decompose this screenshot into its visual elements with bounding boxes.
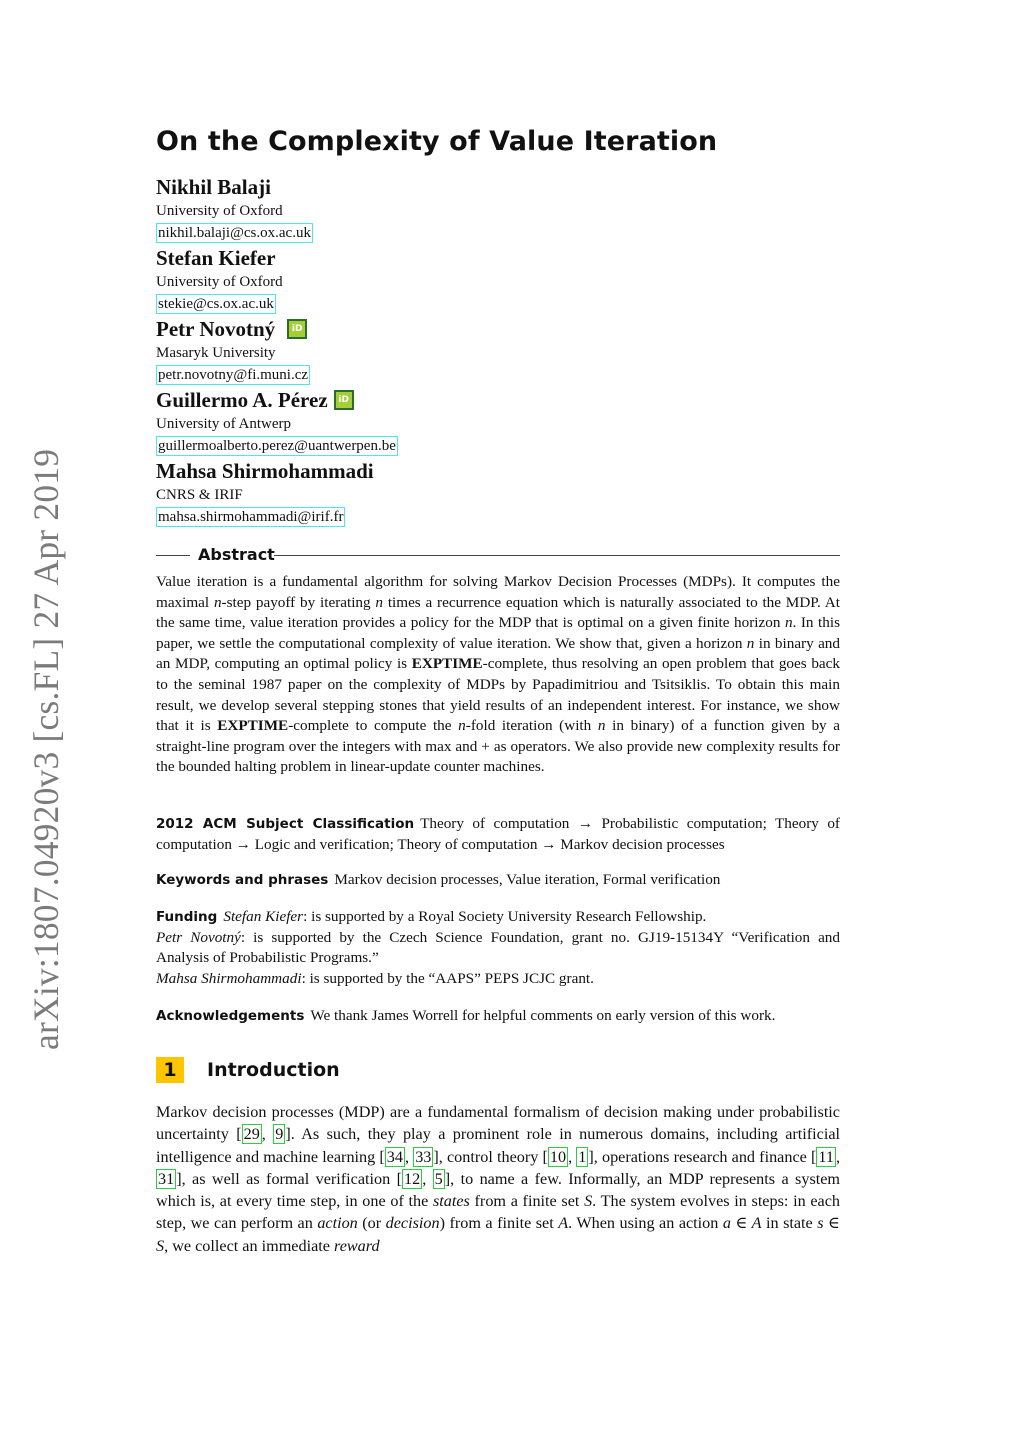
- citation-link[interactable]: 10: [549, 1147, 567, 1166]
- paper-title: On the Complexity of Value Iteration: [156, 126, 718, 157]
- author-name: Stefan Kiefer: [156, 246, 276, 270]
- orcid-icon[interactable]: iD: [334, 390, 354, 410]
- citation-link[interactable]: 34: [386, 1147, 403, 1166]
- acknowledgements: Acknowledgements We thank James Worrell for helpful comments on early version of this work.: [156, 1007, 776, 1024]
- abstract-text: Value iteration is a fundamental algorithm for solving Markov Decision Processes (MDPs). It computes the maximal n-step payoff by iterating n times a recurrence equation which is naturally associated to the MDP. At the same time, value iteration provides a policy for the MDP that is optimal on a given finite horizon n. In this paper, we settle the computational complexity of value iteration. We show that, given a horizon n in binary and an MDP, computing an optimal policy is EXPTIME-complete, thus resolving an open problem that goes back to the seminal 1987 paper on the complexity of MDPs by Papadimitriou and Tsitsiklis. To obtain this main result, we develop several stepping stones that yield results of an independent interest. For instance, we show that it is EXPTIME-complete to compute the n-fold iteration (with n in binary) of a function given by a straight-line program over the integers with max and + as operators. We also provide new complexity results for the bounded halting problem in linear-update counter machines.: [156, 573, 841, 776]
- keywords: Keywords and phrases Markov decision processes, Value iteration, Formal verification: [156, 871, 721, 888]
- funding: [156, 907, 840, 989]
- section-title: Introduction: [207, 1059, 340, 1081]
- author-email-link[interactable]: petr.novotny@fi.muni.cz: [158, 367, 309, 383]
- orcid-icon[interactable]: iD: [287, 319, 307, 339]
- citation-link[interactable]: 31: [158, 1169, 175, 1188]
- author-name: Nikhil Balaji: [156, 175, 271, 199]
- author-name: Petr Novotný iD: [156, 317, 856, 341]
- author-name: Mahsa Shirmohammadi: [156, 459, 374, 483]
- funding-entry: Funding Stefan Kiefer: is supported by a Royal Society University Research Fellowship.: [156, 908, 707, 925]
- funding-label: Funding: [156, 909, 218, 925]
- citation-link[interactable]: 33: [415, 1147, 432, 1166]
- acm-classification: 2012 ACM Subject Classification Theory of computation → Probabilistic computation; Theory of computation → Logic and verification; Theory of computation → Markov decision processes: [156, 815, 840, 853]
- author-name: Guillermo A. Pérez iD: [156, 388, 856, 412]
- author-email-link[interactable]: nikhil.balaji@cs.ox.ac.uk: [158, 225, 311, 241]
- author-affiliation: University of Antwerp: [156, 416, 291, 432]
- citation-link[interactable]: 11: [818, 1147, 834, 1166]
- author-block: [156, 317, 856, 385]
- citation-link[interactable]: 9: [275, 1125, 284, 1144]
- author-email-link[interactable]: guillermoalberto.perez@uantwerpen.be: [158, 438, 396, 454]
- author-affiliation: CNRS & IRIF: [156, 487, 243, 503]
- rule-right: [274, 555, 840, 556]
- citation-link[interactable]: 5: [434, 1169, 443, 1188]
- author-block: [156, 175, 856, 243]
- abstract-heading: Abstract: [198, 545, 275, 564]
- abstract-divider: [156, 543, 840, 567]
- citation-link[interactable]: 29: [243, 1125, 260, 1144]
- funding-entry: Mahsa Shirmohammadi: is supported by the “AAPS” PEPS JCJC grant.: [156, 969, 594, 987]
- arxiv-identifier: arXiv:1807.04920v3 [cs.FL] 27 Apr 2019: [26, 448, 66, 1050]
- author-block: [156, 459, 856, 527]
- citation-link[interactable]: 1: [578, 1147, 587, 1166]
- funding-entry: Petr Novotný: is supported by the Czech Science Foundation, grant no. GJ19-15134Y “Verification and Analysis of Probabilistic Programs.”: [156, 928, 840, 967]
- author-affiliation: University of Oxford: [156, 203, 283, 219]
- acm-label: 2012 ACM Subject Classification: [156, 816, 415, 832]
- author-email-link[interactable]: stekie@cs.ox.ac.uk: [158, 296, 274, 312]
- acknowledgements-label: Acknowledgements: [156, 1008, 305, 1024]
- rule-left: [156, 555, 190, 556]
- intro-paragraph: Markov decision processes (MDP) are a fundamental formalism of decision making under probabilistic uncertainty [ 29 , 9 ]. As such, they play a prominent role in numerous domains, including artificial intelligence and machine learning [ 34 , 33 ], control theory [ 10 , 1 ], operations research and finance [ 11 , 31 ], as well as formal verification [ 12 , 5 ], to name a few. Informally, an MDP represents a system which is, at every time step, in one of the states from a finite set S. The system evolves in steps: in each step, we can perform an action (or decision) from a finite set A. When using an action a ∈ A in state s ∈ S, we collect an immediate reward: [156, 1103, 841, 1255]
- author-email-link[interactable]: mahsa.shirmohammadi@irif.fr: [158, 509, 344, 525]
- section-number: 1: [156, 1057, 184, 1083]
- author-affiliation: Masaryk University: [156, 345, 276, 361]
- author-block: [156, 388, 856, 456]
- author-affiliation: University of Oxford: [156, 274, 283, 290]
- author-block: [156, 246, 856, 314]
- keywords-label: Keywords and phrases: [156, 872, 329, 888]
- citation-link[interactable]: 12: [404, 1169, 421, 1188]
